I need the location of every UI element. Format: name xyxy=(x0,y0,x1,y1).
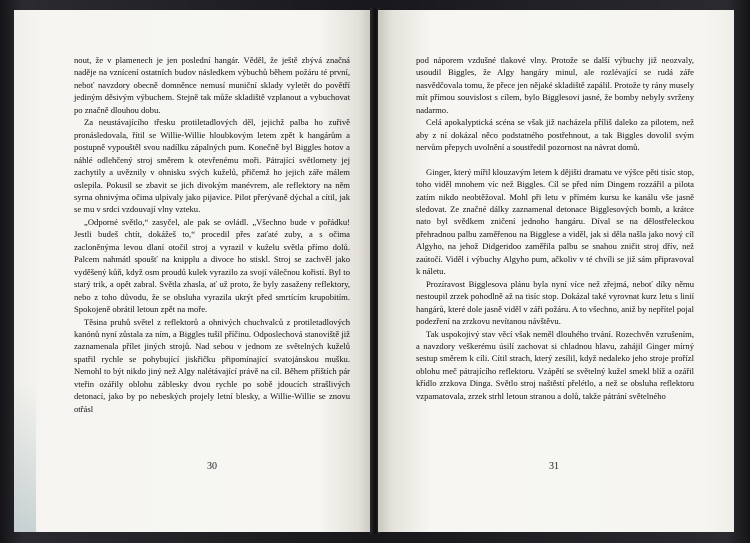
paragraph: Celá apokalyptická scéna se však již nacházela příliš daleko za pilotem, než aby z ní dokázal něco podstatného postřehnout, a tak Biggles dovolil svým nervům přepych uvolnění a soustředil pozornost na návrat domů. xyxy=(416,117,694,153)
page-number: 30 xyxy=(207,461,217,472)
left-page xyxy=(14,10,372,532)
right-page xyxy=(378,10,734,532)
page-edge-stain xyxy=(14,382,36,532)
page-number: 31 xyxy=(549,461,559,472)
left-page-text xyxy=(74,54,350,415)
right-page-text xyxy=(416,54,694,402)
paragraph: Tak uspokojivý stav věcí však neměl dlouhého trvání. Rozechvěn vzrušením, a navzdory veškerému úsilí zachovat si chladnou hlavu, zahájil Ginger mírný sestup směrem k cíli. Cítil strach, který zesílil, když nedaleko jeho stroje prořízl oblohu meč pátrajícího reflektoru. Vzápětí se světelný kužel smekl blíž a ozářil křídlo zrzkova Dinga. Světlo stroj naštěstí přelétlo, a než se obsluha reflektoru vzpamatovala, zrzek strhl letoun stranou a dolů, takže pátrání světelného xyxy=(416,328,694,401)
paragraph: pod náporem vzdušné tlakové vlny. Protože se další výbuchy již neozvaly, usoudil Biggles, že Algy hangáry minul, ale rozlévající se rudá záře nasvědčovala tomu, že přece jen nějaké skladiště zapálil. Protože ty rány musely mít přímou souvislost s cílem, bylo Bigglesovi jasné, že bomby nebyly svrženy nadarmo. xyxy=(416,55,694,115)
paragraph: nout, že v plamenech je jen poslední hangár. Věděl, že ještě zbývá značná naděje na vznícení ostatních budov následkem výbuchů během požáru té první, neboť navzdory obecně domněnce nemusí muniční sklady vyletět do povětří jediným děsivým výbuchem. Stejně tak může skladiště vzplanout a vybuchovat po značně dlouhou dobu. xyxy=(74,55,350,115)
paragraph: „Odporné světlo,“ zasyčel, ale pak se ovládl. „Všechno bude v pořádku! Jestli budeš chtít, dokážeš to,“ procedil přes zaťaté zuby, a s očima zacloněnýma levou dlaní otočil stroj a vyrazil v kuželu světla přímo dolů. Palcem nahmátl spoušť na knipplu a divoce ho stiskl. Stroj se zachvěl jako vyděšený kůň, když osm proudů kulek vyrazilo za svojí válečnou kořistí. Byl to starý trik, a opět zabral. Světla zhasla, ať už proto, že byly zasaženy reflektory, nebo z toho důvodu, že se obsluha vyrazila ukrýt před smrtícím krupobitím. Spokojeně obrátil letoun zpět na moře. xyxy=(74,216,350,315)
paragraph: Těsina pruhů světel z reflektorů a ohnivých chuchvalců z protiletadlových kanónů nyní zůstala za ním, a Biggles tušil příčinu. Odposlechová stanoviště již zaznamenala přílet jiných strojů. Nad sebou v jednom ze světelných kuželů spatřil rychle se pohybující jiskřičku připomínající svatojánskou mušku. Nemohl to být nikdo jiný než Algy nalétávající právě na cíl. Během příštích pár vteřin ozářily oblohu záblesky dvou rychle po sobě jdoucích strašlivých detonací, jako by po nebeských projely letní blesky, a Willie-Willie se znovu otřásl xyxy=(74,316,350,414)
paragraph: Prozíravost Bigglesova plánu byla nyní více než zřejmá, neboť díky němu nestoupil zrzek pohodlně až na tisíc stop. Dokázal také vyrovnat kurz letu s linií hangárů, které dole jasně viděl v záři požáru. A to všechno, aniž by nepřítel pojal podezření na zrzkovu nevítanou návštěvu. xyxy=(416,278,695,327)
paragraph: Ginger, který mířil klouzavým letem k dějišti dramatu ve výšce pěti tisíc stop, toho viděl mnohem víc než Biggles. Cíl se před ním Dingem rozzářil a pilota zatím nikdo neobtěžoval. Mohl při letu v přímém kursu ke kanálu vše jasně sledovat. Ze značné dálky zaznamenal detonace Bigglesových bomb, a krátce nato byl svědkem zničení jednoho hangáru. Díval se na dělostřeleckou přehradnou palbu zaměřenou na Bigglese a viděl, jak si děla našla jako nový cíl Algyho, na jehož Didgeridoo zaměřila palbu se snahou zničit stroj dřív, než zaútočí. Viděl i výbuchy Algyho pum, ačkoliv v té chvíli se již sám připravoval k náletu. xyxy=(416,166,694,277)
paragraph: Za neustávajícího třesku protiletadlových děl, jejichž palba ho zuřivě pronásledovala, řítil se Willie-Willie hloubkovým letem zpět k hangárům a postupně vypouštěl svou nadílku zápalných pum. Konečně byl Biggles hotov a náhlé odlehčený stroj směrem k otevřenému moři. Pátrající světlomety jej zachytily a uvěznily v ohnisku svých kuželů, přičemž ho jejich záře málem oslepila. Pokusil se zbavit se jich divokým manévrem, ale reflektory na něm syrna ohnivýma očima ulpívaly jako pijavice. Pilot přerývaně dýchal a cítil, jak se mu v srdci vzdouvají vlny vzteku. xyxy=(74,117,350,215)
